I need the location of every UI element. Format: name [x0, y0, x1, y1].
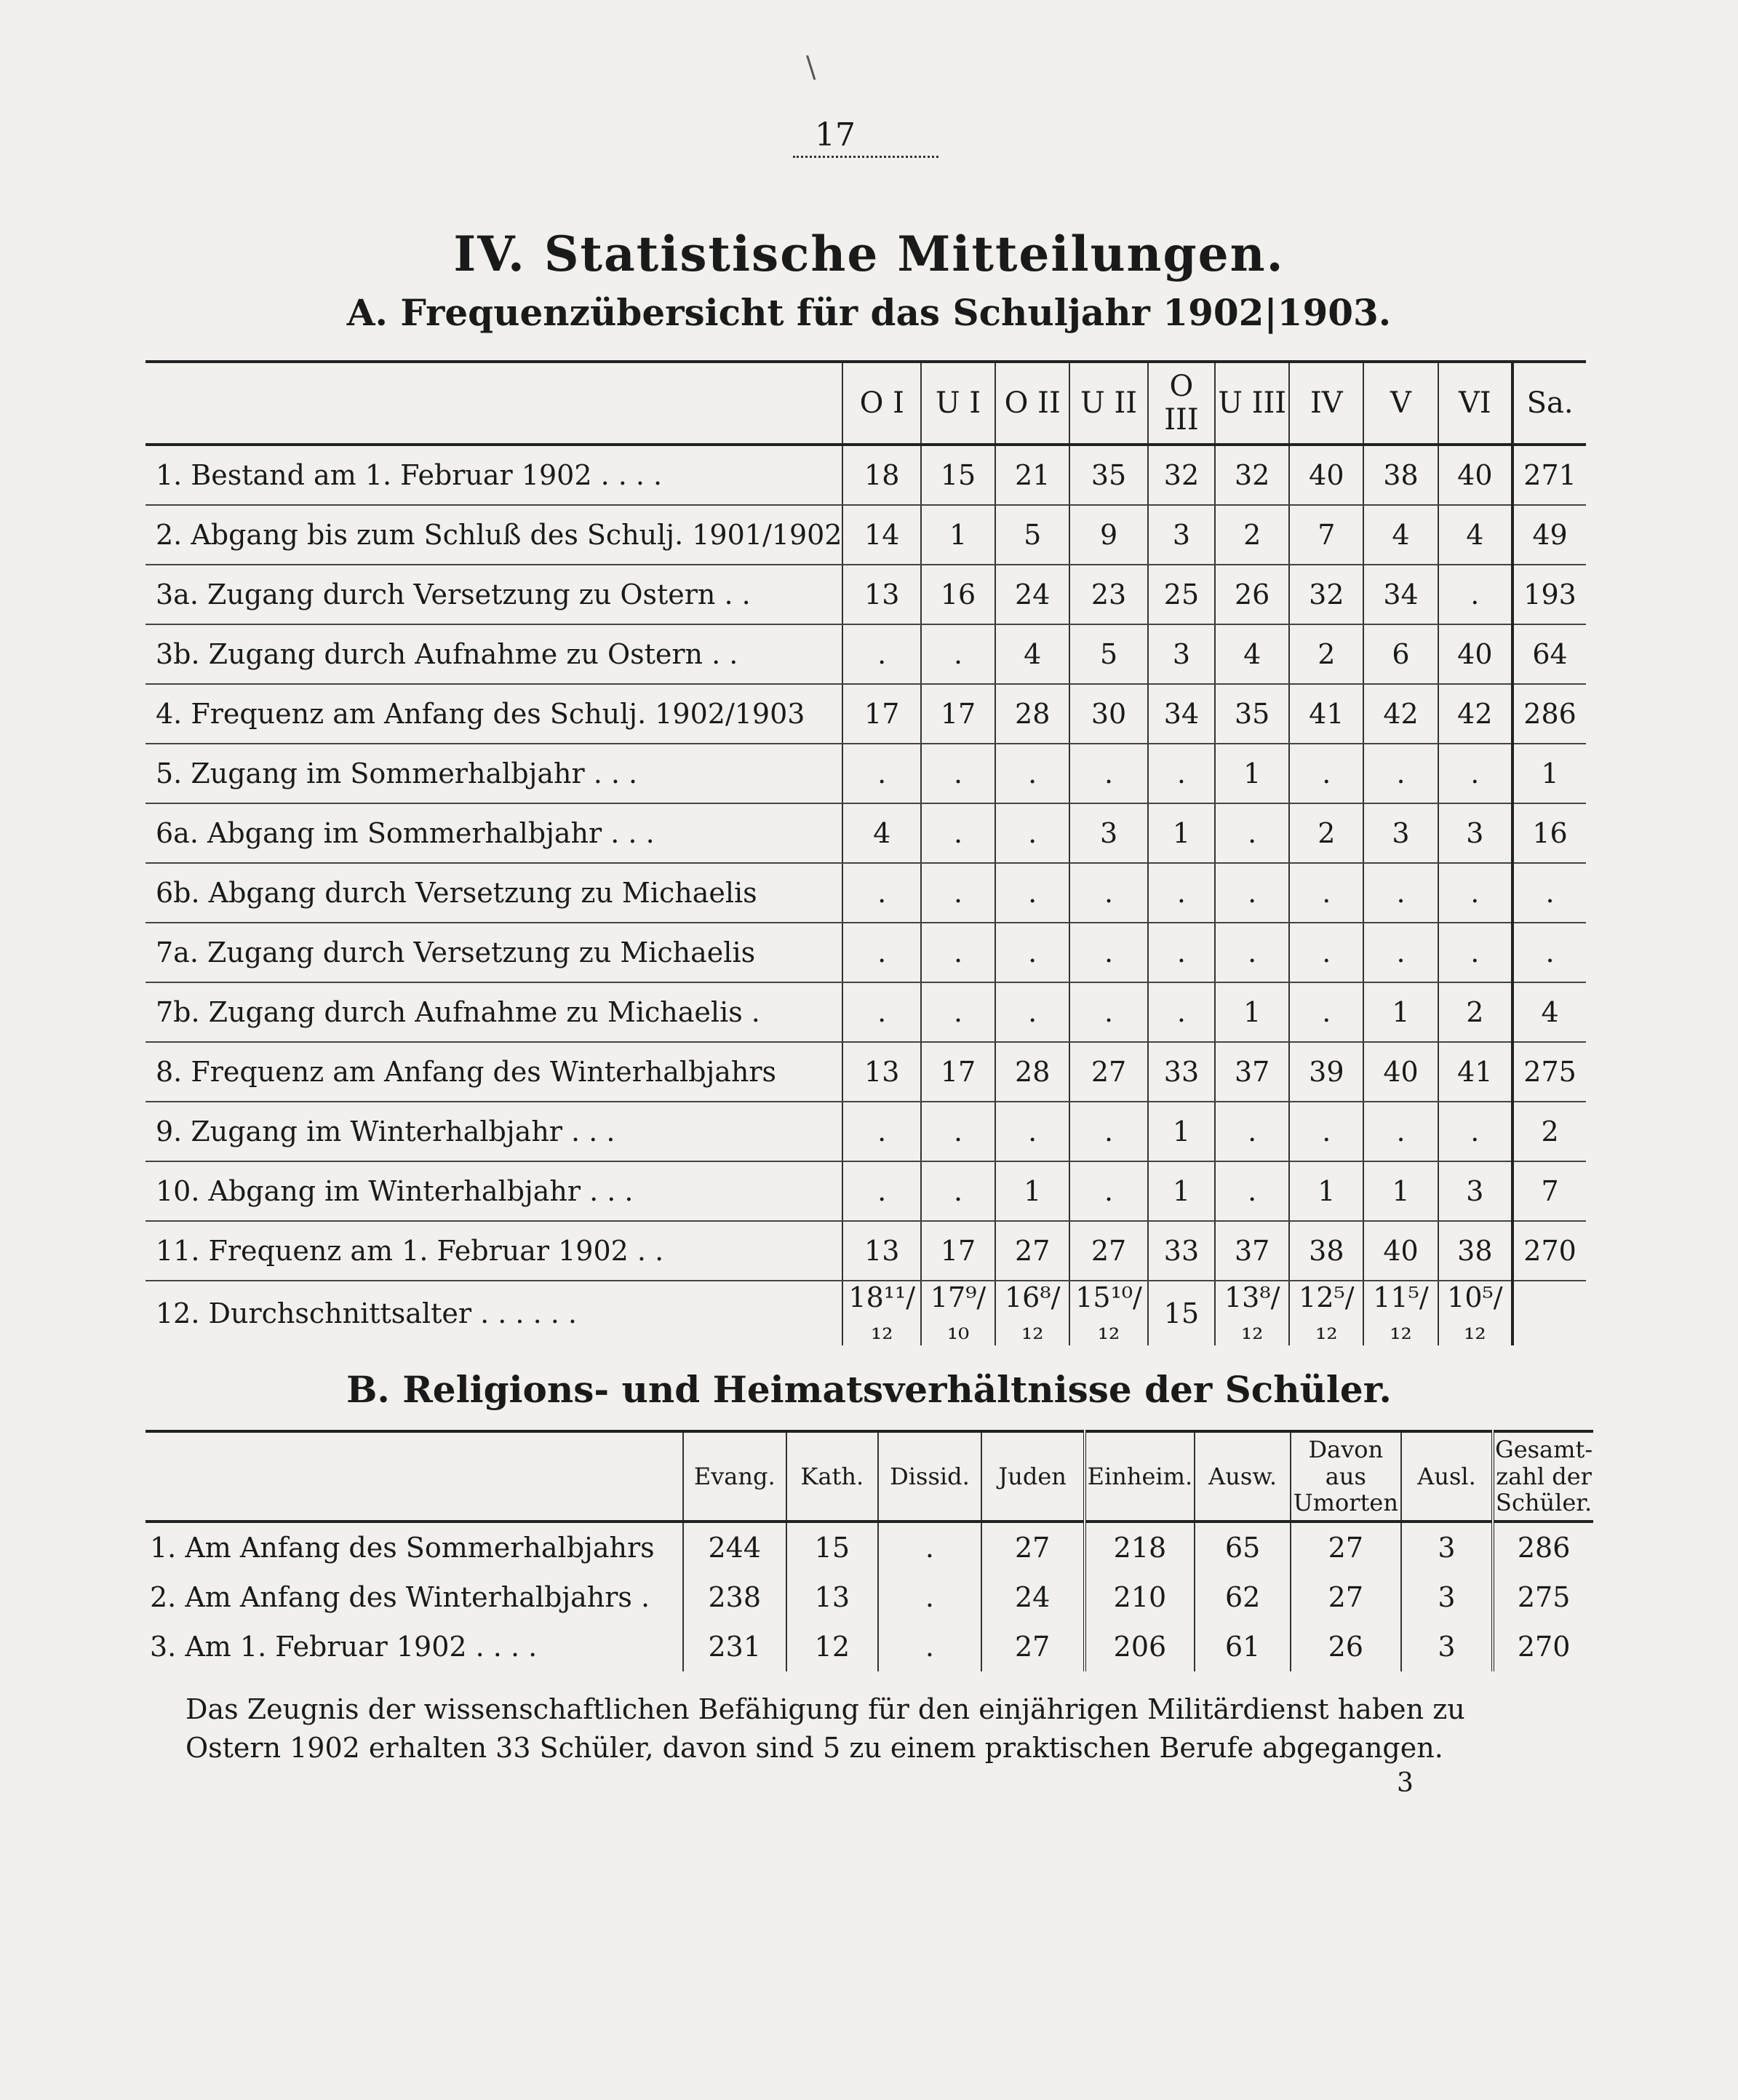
table-cell: 32 [1215, 445, 1289, 505]
table-cell: 40 [1363, 1042, 1438, 1102]
col-header: U III [1215, 362, 1289, 445]
table-cell: 193 [1512, 565, 1586, 624]
table-cell: 1 [1148, 1161, 1215, 1221]
table-cell: 3 [1148, 624, 1215, 684]
table-cell: 210 [1085, 1572, 1195, 1622]
table-cell: 35 [1215, 684, 1289, 744]
table-cell: 34 [1363, 565, 1438, 624]
table-cell: 32 [1148, 445, 1215, 505]
page-title: IV. Statistische Mitteilungen. [453, 226, 1285, 282]
table-cell: 3 [1401, 1522, 1494, 1572]
table-cell: 4 [1512, 982, 1586, 1042]
table-cell: . [1215, 803, 1289, 863]
table-row [146, 1522, 1593, 1572]
table-cell: 26 [1215, 565, 1289, 624]
table-cell: 49 [1512, 505, 1586, 565]
table-cell: 28 [995, 684, 1069, 744]
table-cell: 40 [1438, 445, 1513, 505]
table-cell: 2 [1438, 982, 1513, 1042]
table-cell: 1 [1363, 1161, 1438, 1221]
table-row [146, 565, 1586, 624]
col-header: U II [1069, 362, 1148, 445]
table-cell: 2 [1289, 624, 1363, 684]
table-cell: . [921, 1102, 995, 1161]
table-cell: . [1438, 744, 1513, 803]
table-cell: . [842, 1102, 921, 1161]
table-cell: 231 [683, 1622, 786, 1671]
table-cell: 286 [1512, 684, 1586, 744]
table-cell: . [842, 624, 921, 684]
table-cell: . [842, 863, 921, 923]
section-b-title: B. Religions- und Heimatsverhältnisse der Schüler. [346, 1368, 1392, 1411]
table-cell: . [1148, 863, 1215, 923]
table-cell: 3 [1363, 803, 1438, 863]
sheet-mark: 3 [1397, 1768, 1414, 1798]
table-cell: 65 [1195, 1522, 1291, 1572]
table-cell: 4 [1215, 624, 1289, 684]
table-cell: . [1215, 1102, 1289, 1161]
col-header: Juden [981, 1431, 1085, 1522]
table-cell: 5 [995, 505, 1069, 565]
page-number: 17 [815, 116, 856, 154]
table-cell: 271 [1512, 445, 1586, 505]
table-cell: . [1069, 923, 1148, 982]
col-header: VI [1438, 362, 1513, 445]
table-cell: 26 [1291, 1622, 1401, 1671]
table-cell: . [1289, 982, 1363, 1042]
row-label: 7b. Zugang durch Aufnahme zu Michaelis . [146, 982, 842, 1042]
table-cell: . [1148, 982, 1215, 1042]
col-header: Dissid. [878, 1431, 981, 1522]
table-cell: 27 [995, 1221, 1069, 1281]
table-cell: 42 [1438, 684, 1513, 744]
table-cell: . [878, 1622, 981, 1671]
table-cell: . [921, 982, 995, 1042]
col-header: O I [842, 362, 921, 445]
row-label: 2. Am Anfang des Winterhalbjahrs . [150, 1581, 650, 1613]
table-cell: . [995, 923, 1069, 982]
table-cell: 2 [1289, 803, 1363, 863]
row-label: 1. Bestand am 1. Februar 1902 . . . . [146, 445, 842, 505]
religion-header-row [146, 1431, 1593, 1522]
table-cell: . [1069, 1102, 1148, 1161]
table-cell: 15¹⁰/₁₂ [1069, 1281, 1148, 1345]
table-cell: 42 [1363, 684, 1438, 744]
table-cell: 1 [1289, 1161, 1363, 1221]
table-cell: . [921, 744, 995, 803]
table-cell: 1 [921, 505, 995, 565]
table-cell: 1 [995, 1161, 1069, 1221]
table-cell: 206 [1085, 1622, 1195, 1671]
table-cell: . [1069, 982, 1148, 1042]
table-row [146, 1622, 1593, 1671]
table-cell: 40 [1289, 445, 1363, 505]
table-cell: 17⁹/₁₀ [921, 1281, 995, 1345]
table-cell [1512, 1281, 1586, 1345]
table-cell: 13 [842, 1042, 921, 1102]
table-cell: 15 [1148, 1281, 1215, 1345]
row-label: 2. Abgang bis zum Schluß des Schulj. 1901/1902 [146, 505, 842, 565]
table-cell: 33 [1148, 1221, 1215, 1281]
row-label: 5. Zugang im Sommerhalbjahr . . . [146, 744, 842, 803]
col-header: Evang. [683, 1431, 786, 1522]
table-cell: 14 [842, 505, 921, 565]
row-label: 3a. Zugang durch Versetzung zu Ostern . . [146, 565, 842, 624]
row-label: 6a. Abgang im Sommerhalbjahr . . . [146, 803, 842, 863]
table-cell: 16 [921, 565, 995, 624]
table-row [146, 1221, 1586, 1281]
table-cell: 18¹¹/₁₂ [842, 1281, 921, 1345]
table-cell: 1 [1512, 744, 1586, 803]
table-cell: 38 [1289, 1221, 1363, 1281]
table-cell: 23 [1069, 565, 1148, 624]
table-cell: 15 [921, 445, 995, 505]
religion-table [146, 1430, 1593, 1671]
table-cell: 33 [1148, 1042, 1215, 1102]
row-label: 6b. Abgang durch Versetzung zu Michaelis [146, 863, 842, 923]
row-label: 9. Zugang im Winterhalbjahr . . . [146, 1102, 842, 1161]
table-cell: 3 [1438, 1161, 1513, 1221]
table-cell: 27 [1069, 1221, 1148, 1281]
table-cell: . [1289, 744, 1363, 803]
table-cell: . [842, 1161, 921, 1221]
table-cell: 17 [921, 1221, 995, 1281]
table-cell: 18 [842, 445, 921, 505]
table-cell: 12⁵/₁₂ [1289, 1281, 1363, 1345]
table-cell: 27 [1291, 1572, 1401, 1622]
col-header: U I [921, 362, 995, 445]
table-cell: 24 [981, 1572, 1085, 1622]
table-cell: 275 [1512, 1042, 1586, 1102]
table-cell: . [1215, 1161, 1289, 1221]
table-row [146, 1102, 1586, 1161]
row-label: 12. Durchschnittsalter . . . . . . [156, 1297, 577, 1329]
col-header: Gesamt-zahl der Schüler. [1493, 1431, 1593, 1522]
table-cell: 37 [1215, 1042, 1289, 1102]
table-cell: 1 [1148, 1102, 1215, 1161]
table-cell: . [1069, 863, 1148, 923]
table-cell: 21 [995, 445, 1069, 505]
table-row [146, 1281, 1586, 1345]
table-row [146, 1572, 1593, 1622]
table-cell: . [1363, 863, 1438, 923]
table-cell: 7 [1512, 1161, 1586, 1221]
table-cell: . [878, 1572, 981, 1622]
table-cell: 25 [1148, 565, 1215, 624]
table-cell: 218 [1085, 1522, 1195, 1572]
table-cell: . [995, 1102, 1069, 1161]
table-cell: 4 [1363, 505, 1438, 565]
col-header: IV [1289, 362, 1363, 445]
table-cell: . [842, 923, 921, 982]
table-cell: . [1289, 1102, 1363, 1161]
table-cell: . [1148, 923, 1215, 982]
table-cell: 16 [1512, 803, 1586, 863]
table-cell: . [921, 624, 995, 684]
table-cell: 3 [1401, 1622, 1494, 1671]
table-cell: . [1512, 923, 1586, 982]
table-cell: 62 [1195, 1572, 1291, 1622]
table-cell: 3 [1069, 803, 1148, 863]
table-cell: 38 [1438, 1221, 1513, 1281]
page-number-rule [793, 156, 938, 158]
table-cell: . [1215, 863, 1289, 923]
table-cell: . [1215, 923, 1289, 982]
table-cell: . [995, 803, 1069, 863]
table-cell: 4 [1438, 505, 1513, 565]
table-cell: 17 [842, 684, 921, 744]
table-row [146, 1161, 1586, 1221]
table-cell: 27 [1291, 1522, 1401, 1572]
table-cell: 5 [1069, 624, 1148, 684]
table-cell: 270 [1512, 1221, 1586, 1281]
table-cell: . [995, 982, 1069, 1042]
row-label: 4. Frequenz am Anfang des Schulj. 1902/1903 [146, 684, 842, 744]
table-cell: . [1069, 744, 1148, 803]
table-cell: 12 [786, 1622, 879, 1671]
table-cell: 3 [1438, 803, 1513, 863]
table-cell: 15 [786, 1522, 879, 1572]
table-cell: 37 [1215, 1221, 1289, 1281]
table-cell: . [995, 863, 1069, 923]
table-cell: 4 [995, 624, 1069, 684]
table-cell: . [878, 1522, 981, 1572]
table-cell: 3 [1148, 505, 1215, 565]
table-row [146, 624, 1586, 684]
table-cell: 244 [683, 1522, 786, 1572]
table-cell: 64 [1512, 624, 1586, 684]
row-label: 3b. Zugang durch Aufnahme zu Ostern . . [146, 624, 842, 684]
table-cell: 13⁸/₁₂ [1215, 1281, 1289, 1345]
table-cell: . [921, 923, 995, 982]
table-row [146, 982, 1586, 1042]
row-label: 8. Frequenz am Anfang des Winterhalbjahrs [146, 1042, 842, 1102]
table-cell: . [1438, 1102, 1513, 1161]
table-cell: 1 [1148, 803, 1215, 863]
table-cell: 2 [1512, 1102, 1586, 1161]
table-cell: 40 [1363, 1221, 1438, 1281]
col-header: O III [1148, 362, 1215, 445]
table-cell: 238 [683, 1572, 786, 1622]
table-cell: 39 [1289, 1042, 1363, 1102]
table-cell: 16⁸/₁₂ [995, 1281, 1069, 1345]
col-header: Einheim. [1085, 1431, 1195, 1522]
table-cell: 4 [842, 803, 921, 863]
row-label: 11. Frequenz am 1. Februar 1902 . . [146, 1221, 842, 1281]
table-cell: . [921, 863, 995, 923]
table-row [146, 1042, 1586, 1102]
table-cell: . [1148, 744, 1215, 803]
table-cell: . [842, 982, 921, 1042]
col-header: V [1363, 362, 1438, 445]
table-cell: 11⁵/₁₂ [1363, 1281, 1438, 1345]
table-cell: 286 [1493, 1522, 1593, 1572]
table-cell: 38 [1363, 445, 1438, 505]
table-cell: . [1363, 744, 1438, 803]
table-cell: 32 [1289, 565, 1363, 624]
table-row [146, 744, 1586, 803]
table-cell: 27 [1069, 1042, 1148, 1102]
table-cell: 41 [1289, 684, 1363, 744]
table-cell: 13 [786, 1572, 879, 1622]
table-cell: 6 [1363, 624, 1438, 684]
frequency-table [146, 360, 1586, 1345]
row-label: 7a. Zugang durch Versetzung zu Michaelis [146, 923, 842, 982]
table-cell: . [921, 803, 995, 863]
col-header: Davon aus Umorten [1291, 1431, 1401, 1522]
row-label: 10. Abgang im Winterhalbjahr . . . [146, 1161, 842, 1221]
table-cell: . [1069, 1161, 1148, 1221]
table-row [146, 803, 1586, 863]
table-cell: 13 [842, 565, 921, 624]
row-label: 1. Am Anfang des Sommerhalbjahrs [150, 1532, 655, 1564]
table-cell: 61 [1195, 1622, 1291, 1671]
table-cell: . [1438, 565, 1513, 624]
table-cell: 10⁵/₁₂ [1438, 1281, 1513, 1345]
table-cell: . [1363, 923, 1438, 982]
col-header: Ausw. [1195, 1431, 1291, 1522]
table-cell: 1 [1363, 982, 1438, 1042]
table-cell: 27 [981, 1522, 1085, 1572]
table-cell: 270 [1493, 1622, 1593, 1671]
frequency-header-row [146, 362, 1586, 445]
table-cell: 1 [1215, 744, 1289, 803]
table-cell: 41 [1438, 1042, 1513, 1102]
table-row [146, 505, 1586, 565]
table-cell: . [842, 744, 921, 803]
table-cell: 34 [1148, 684, 1215, 744]
table-cell: 17 [921, 1042, 995, 1102]
col-header: O II [995, 362, 1069, 445]
table-cell: 17 [921, 684, 995, 744]
table-cell: 24 [995, 565, 1069, 624]
table-row [146, 923, 1586, 982]
table-cell: 35 [1069, 445, 1148, 505]
stray-mark: \ [806, 51, 816, 84]
religion-header-label [146, 1431, 683, 1522]
section-a-title: A. Frequenzübersicht für das Schuljahr 1902|1903. [346, 291, 1392, 334]
table-cell: 27 [981, 1622, 1085, 1671]
row-label: 3. Am 1. Februar 1902 . . . . [150, 1631, 538, 1663]
table-cell: 40 [1438, 624, 1513, 684]
table-cell: 3 [1401, 1572, 1494, 1622]
table-cell: 9 [1069, 505, 1148, 565]
table-cell: . [921, 1161, 995, 1221]
table-cell: . [1289, 923, 1363, 982]
table-row [146, 684, 1586, 744]
table-cell: 1 [1215, 982, 1289, 1042]
note-line-2: Ostern 1902 erhalten 33 Schüler, davon sind 5 zu einem praktischen Berufe abgegangen. [186, 1732, 1443, 1764]
table-cell: 28 [995, 1042, 1069, 1102]
table-cell: . [1438, 923, 1513, 982]
table-cell: 7 [1289, 505, 1363, 565]
table-cell: 13 [842, 1221, 921, 1281]
col-header-sum: Sa. [1512, 362, 1586, 445]
table-row [146, 863, 1586, 923]
table-cell: . [1289, 863, 1363, 923]
table-cell: . [1363, 1102, 1438, 1161]
note-line-1: Das Zeugnis der wissenschaftlichen Befähigung für den einjährigen Militärdienst haben zu [186, 1693, 1465, 1725]
table-cell: 2 [1215, 505, 1289, 565]
table-cell: . [1438, 863, 1513, 923]
table-cell: 30 [1069, 684, 1148, 744]
table-cell: . [1512, 863, 1586, 923]
table-cell: . [995, 744, 1069, 803]
table-cell: 275 [1493, 1572, 1593, 1622]
col-header: Kath. [786, 1431, 879, 1522]
frequency-header-label [146, 362, 842, 445]
col-header: Ausl. [1401, 1431, 1494, 1522]
table-row [146, 445, 1586, 505]
